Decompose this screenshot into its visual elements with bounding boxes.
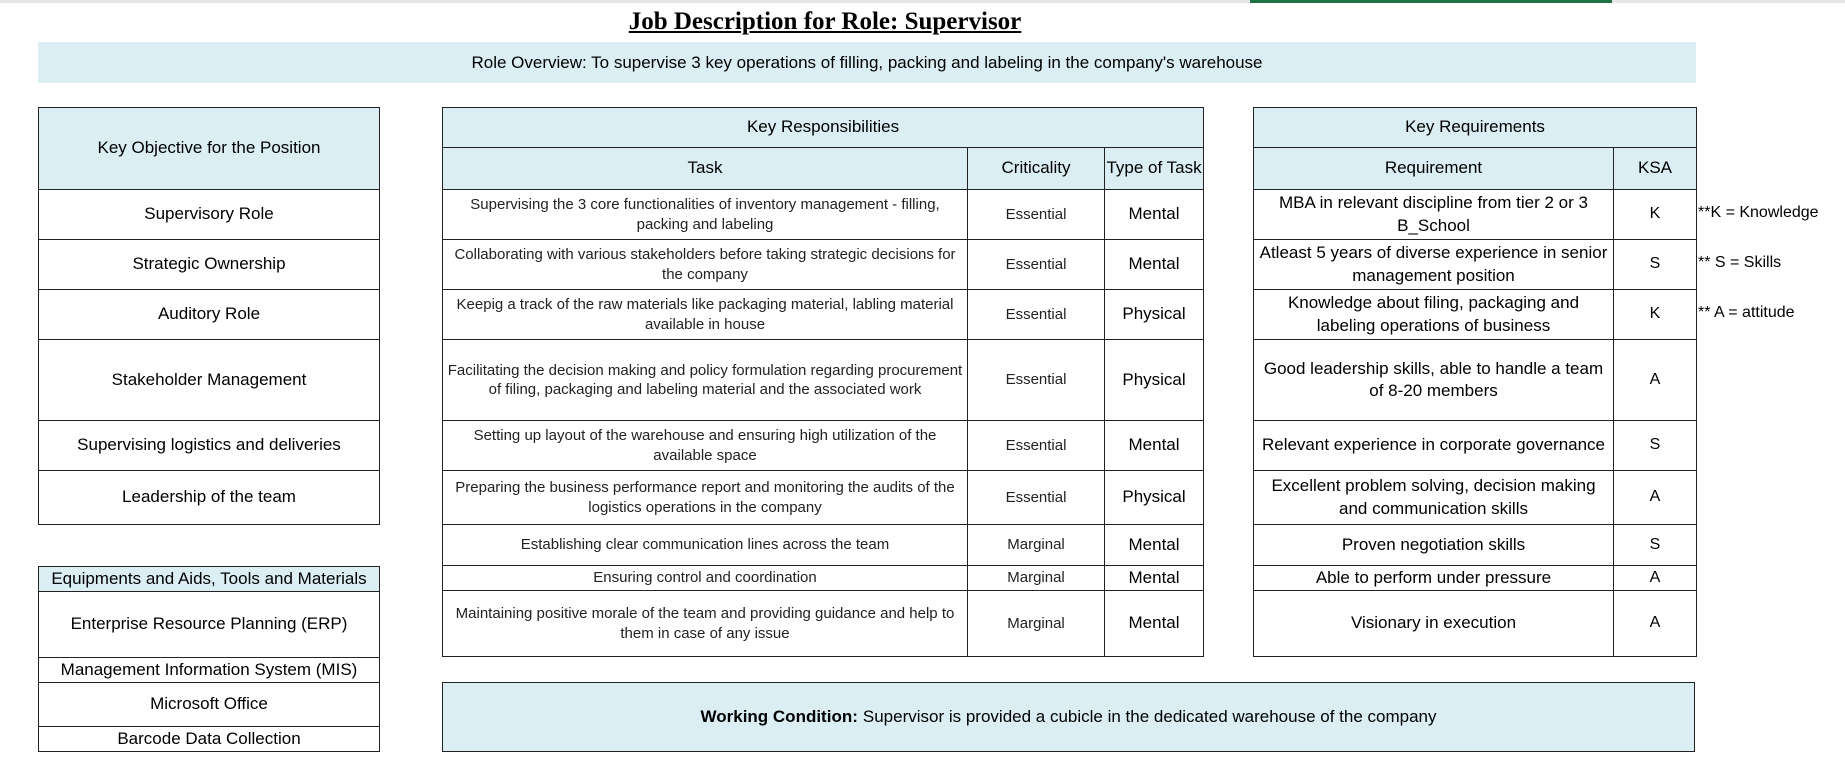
type-cell: Physical [1105, 471, 1204, 525]
ksa-cell: S [1614, 525, 1697, 566]
requirement-cell: MBA in relevant discipline from tier 2 or 3 B_School [1254, 190, 1614, 240]
col-type: Type of Task [1105, 148, 1204, 190]
criticality-cell: Essential [968, 290, 1105, 340]
requirement-cell: Good leadership skills, able to handle a team of 8-20 members [1254, 340, 1614, 421]
objective-item: Strategic Ownership [39, 240, 380, 290]
requirement-cell: Relevant experience in corporate governance [1254, 421, 1614, 471]
col-task: Task [443, 148, 968, 190]
working-condition-label: Working Condition: [700, 707, 858, 726]
objective-item: Stakeholder Management [39, 340, 380, 421]
ksa-cell: A [1614, 591, 1697, 657]
type-cell: Mental [1105, 525, 1204, 566]
objectives-header: Key Objective for the Position [39, 108, 380, 190]
requirement-cell: Visionary in execution [1254, 591, 1614, 657]
page-title: Job Description for Role: Supervisor [628, 8, 1022, 35]
responsibilities-header: Key Responsibilities [443, 108, 1204, 148]
task-cell: Facilitating the decision making and policy formulation regarding procurement of filing, packaging and labeling material and the associated work [443, 340, 968, 421]
criticality-cell: Essential [968, 190, 1105, 240]
legend-attitude: ** A = attitude [1698, 304, 1795, 321]
type-cell: Mental [1105, 240, 1204, 290]
col-criticality: Criticality [968, 148, 1105, 190]
ksa-cell: A [1614, 566, 1697, 591]
type-cell: Physical [1105, 340, 1204, 421]
objectives-table [38, 107, 380, 525]
criticality-cell: Marginal [968, 566, 1105, 591]
objective-item: Supervising logistics and deliveries [39, 421, 380, 471]
active-cell-indicator [1250, 0, 1612, 3]
equipment-item: Microsoft Office [39, 683, 380, 727]
requirement-cell: Proven negotiation skills [1254, 525, 1614, 566]
sheet-top-border [0, 0, 1845, 3]
ksa-cell: S [1614, 240, 1697, 290]
task-cell: Setting up layout of the warehouse and ensuring high utilization of the available space [443, 421, 968, 471]
task-cell: Keepig a track of the raw materials like packaging material, labling material available in house [443, 290, 968, 340]
responsibilities-table [442, 107, 1204, 657]
task-cell: Supervising the 3 core functionalities of inventory management - filling, packing and labeling [443, 190, 968, 240]
working-condition [442, 682, 1695, 752]
legend-skills: ** S = Skills [1698, 254, 1782, 271]
criticality-cell: Marginal [968, 591, 1105, 657]
objective-item: Supervisory Role [39, 190, 380, 240]
type-cell: Mental [1105, 591, 1204, 657]
working-condition-text: Supervisor is provided a cubicle in the dedicated warehouse of the company [862, 707, 1437, 726]
objective-item: Leadership of the team [39, 471, 380, 525]
legend-knowledge: **K = Knowledge [1698, 204, 1819, 221]
col-ksa: KSA [1614, 148, 1697, 190]
type-cell: Mental [1105, 190, 1204, 240]
ksa-cell: S [1614, 421, 1697, 471]
requirements-table [1253, 107, 1697, 657]
objective-item: Auditory Role [39, 290, 380, 340]
task-cell: Maintaining positive morale of the team and providing guidance and help to them in case of any issue [443, 591, 968, 657]
ksa-cell: K [1614, 290, 1697, 340]
criticality-cell: Essential [968, 240, 1105, 290]
requirements-header: Key Requirements [1254, 108, 1697, 148]
col-requirement: Requirement [1254, 148, 1614, 190]
task-cell: Preparing the business performance report and monitoring the audits of the logistics operations in the company [443, 471, 968, 525]
criticality-cell: Essential [968, 421, 1105, 471]
equipment-header: Equipments and Aids, Tools and Materials [39, 567, 380, 592]
equipment-item: Management Information System (MIS) [39, 658, 380, 683]
task-cell: Establishing clear communication lines across the team [443, 525, 968, 566]
equipment-item: Barcode Data Collection [39, 727, 380, 752]
criticality-cell: Essential [968, 340, 1105, 421]
ksa-cell: A [1614, 340, 1697, 421]
task-cell: Ensuring control and coordination [443, 566, 968, 591]
type-cell: Mental [1105, 566, 1204, 591]
requirement-cell: Atleast 5 years of diverse experience in senior management position [1254, 240, 1614, 290]
criticality-cell: Essential [968, 471, 1105, 525]
requirement-cell: Able to perform under pressure [1254, 566, 1614, 591]
type-cell: Mental [1105, 421, 1204, 471]
role-overview: Role Overview: To supervise 3 key operations of filling, packing and labeling in the company's warehouse [38, 42, 1696, 83]
type-cell: Physical [1105, 290, 1204, 340]
requirement-cell: Knowledge about filing, packaging and labeling operations of business [1254, 290, 1614, 340]
ksa-cell: A [1614, 471, 1697, 525]
ksa-cell: K [1614, 190, 1697, 240]
criticality-cell: Marginal [968, 525, 1105, 566]
requirement-cell: Excellent problem solving, decision making and communication skills [1254, 471, 1614, 525]
equipment-item: Enterprise Resource Planning (ERP) [39, 592, 380, 658]
task-cell: Collaborating with various stakeholders before taking strategic decisions for the company [443, 240, 968, 290]
equipment-table [38, 566, 380, 752]
